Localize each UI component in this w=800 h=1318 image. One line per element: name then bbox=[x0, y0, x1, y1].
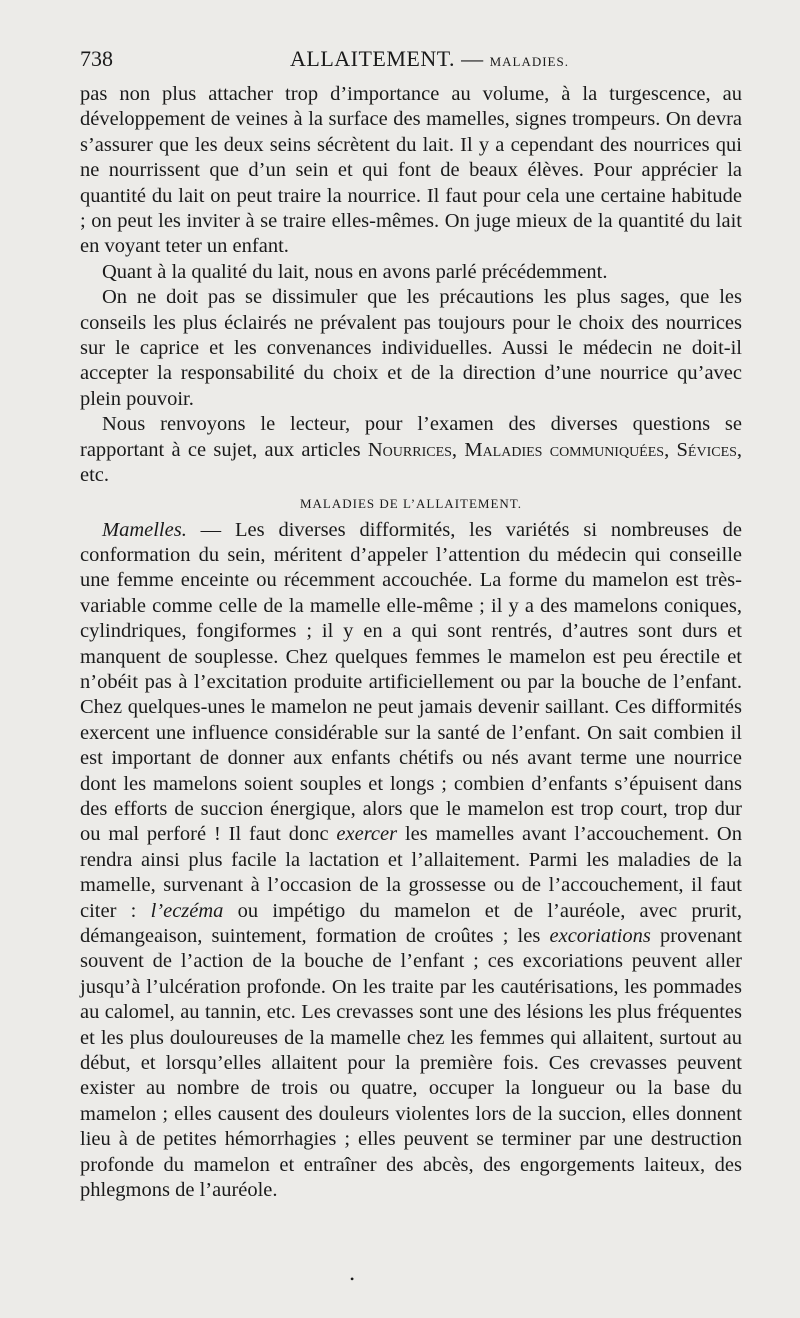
running-title bbox=[290, 46, 569, 72]
article-ref-nourrices: Nourrices bbox=[367, 438, 452, 461]
body-text bbox=[80, 82, 742, 1203]
page-number: 738 bbox=[80, 46, 113, 71]
p4-after: , etc. bbox=[80, 438, 743, 487]
article-ref-sevices: Sévices bbox=[676, 438, 737, 461]
p5-lead: Mamelles. bbox=[102, 518, 187, 541]
running-title-sub: MALADIES. bbox=[489, 54, 569, 69]
paragraph-5 bbox=[80, 518, 742, 1204]
p5-em-1: exercer bbox=[336, 823, 398, 846]
section-heading: MALADIES DE L’ALLAITEMENT. bbox=[299, 495, 523, 511]
p4-sep1: , bbox=[451, 438, 465, 461]
p5-em-3: excoriations bbox=[549, 925, 651, 947]
footer-ornament: • bbox=[350, 1272, 355, 1286]
paragraph-1: pas non plus attacher trop d’importance au volume, à la turgescence, au développement de veines à la surface des mamelles, signes trompeurs. On devra s’assurer que les deux seins sécrètent du lait. Il y a cependant des nourrices qui ne nourrissent que d’un sein et qui font de beaux élèves. Pour apprécier la quantité du lait on peut traire la nourrice. Il faut pour cela une certaine habitude ; on peut les inviter à se traire elles-mêmes. On juge mieux de la quantité du lait en voyant teter un enfant. bbox=[80, 83, 742, 258]
p4-before: Nous renvoyons le lecteur, pour l’examen des diverses questions se rapportant à ce sujet, aux articles bbox=[80, 413, 742, 461]
p5-text-1: — Les diverses difformités, les variétés si nombreuses de conformation du sein, méritent d’appeler l’attention du médecin qui conseille une femme enceinte ou récemment accouchée. La forme du mamelon est très-variable comme celle de la mamelle elle-même ; il y a des mamelons coniques, cylindriques, fongiformes ; il y en a qui sont rentrés, d’autres sont durs et manquent de souplesse. Chez quelques femmes le mamelon est peu érectile et n’obéit pas à l’excitation produite artificiellement ou par la bouche de l’enfant. Chez quelques-unes le mamelon ne peut jamais devenir saillant. Ces difformités exercent une influence considérable sur la santé de l’enfant. On sait combien il est important de donner aux enfants chétifs ou nés avant terme une nourrice dont les mamelons soient souples et longs ; combien d’enfants s’épuisent dans des efforts de succion énergique, alors que le mamelon est trop court, trop dur ou mal perforé ! Il faut donc bbox=[80, 518, 742, 846]
running-title-main: ALLAITEMENT. bbox=[290, 46, 456, 71]
paragraph-2: Quant à la qualité du lait, nous en avons parlé précédemment. bbox=[102, 260, 608, 283]
p5-text-2: les mamelles avant l’accouchement. On rendra ainsi plus facile la lactation et l’allaitement. Parmi les maladies de la mamelle, survenant à l’occasion de la grossesse ou de l’accouchement, il faut citer : bbox=[80, 823, 742, 922]
paragraph-4 bbox=[80, 412, 742, 488]
running-title-dash: — bbox=[461, 46, 484, 71]
article-ref-maladies-communiquees: Maladies communiquées bbox=[464, 438, 665, 461]
paragraph-3: On ne doit pas se dissimuler que les précautions les plus sages, que les conseils les plus éclairés ne prévalent pas toujours pour le choix des nourrices sur le caprice et les convenances individuelles. Aussi le médecin ne doit-il accepter la responsabilité du choix et de la direction d’une nourrice qu’avec plein pouvoir. bbox=[80, 286, 742, 410]
p5-em-2: l’eczéma bbox=[150, 899, 224, 922]
p5-text-3: ou impétigo du mamelon et de l’auréole, avec prurit, démangeaison, suintement, formation de croûtes ; les bbox=[80, 899, 742, 947]
p4-sep2: , bbox=[664, 438, 677, 461]
p5-text-4: provenant souvent de l’action de la bouche de l’enfant ; ces excoriations peuvent aller jusqu’à l’ulcération profonde. On les traite par les cautérisations, les pommades au calomel, au tannin, etc. Les crevasses sont une des lésions les plus fréquentes et les plus douloureuses de la mamelle chez les femmes qui allaitent, surtout au début, et lorsqu’elles allaitent pour la première fois. Ces crevasses peuvent exister au nombre de trois ou quatre, occuper la longueur ou la base du mamelon ; elles causent des douleurs violentes lors de la succion, elles donnent lieu à de petites hémorrhagies ; elles peuvent se terminer par une destruction profonde du mamelon et entraîner des abcès, des engorgements laiteux, des phlegmons de l’auréole. bbox=[80, 925, 742, 1202]
page-header bbox=[80, 46, 740, 76]
